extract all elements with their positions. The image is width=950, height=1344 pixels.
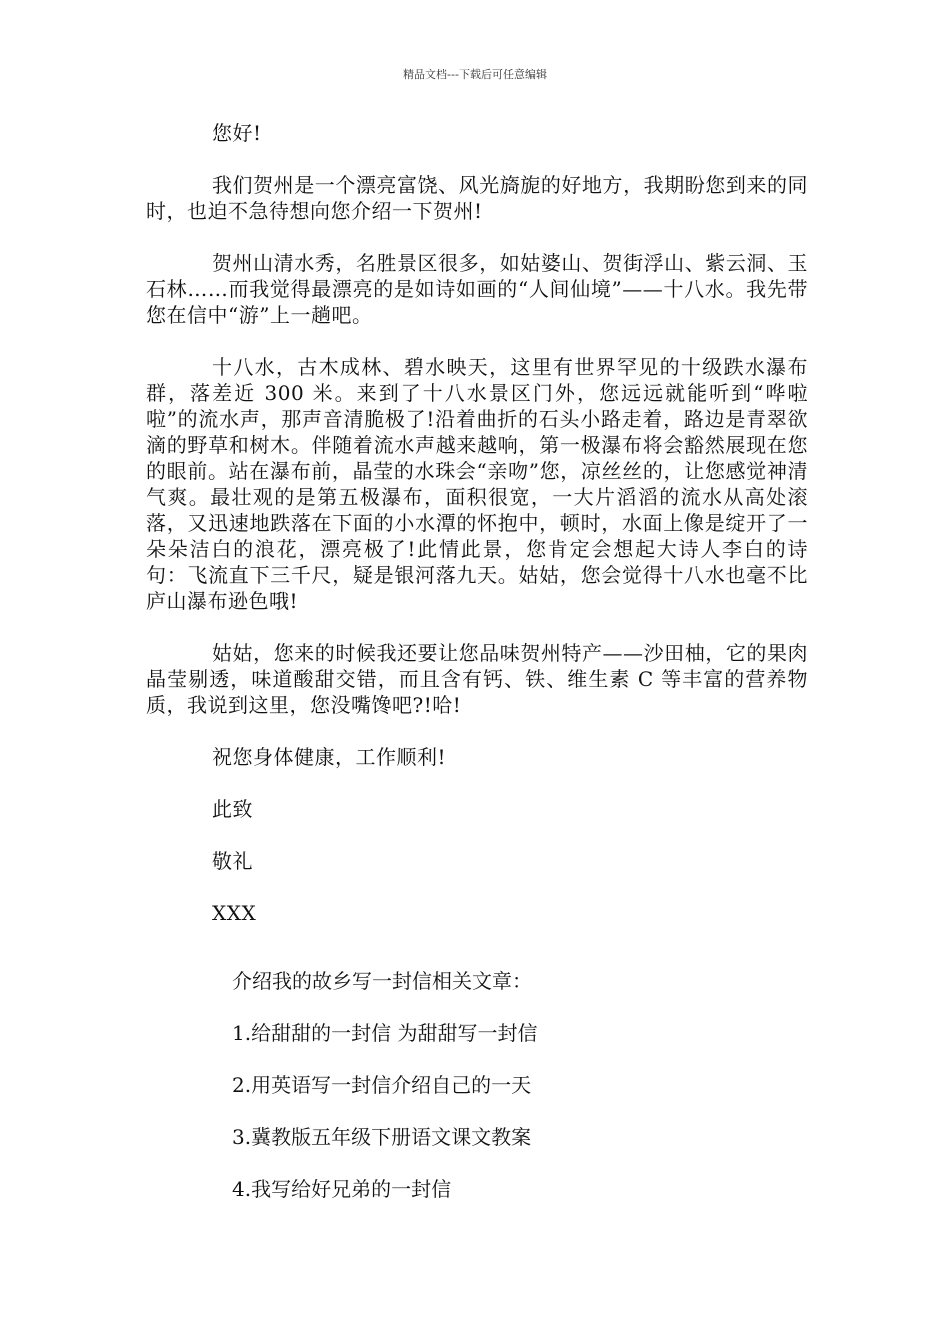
related-article-link[interactable]: 2.用英语写一封信介绍自己的一天	[232, 1073, 532, 1097]
letter-paragraph-intro: 我们贺州是一个漂亮富饶、风光旖旎的好地方，我期盼您到来的同时，也迫不急待想向您介绍一下贺州!	[146, 173, 808, 223]
letter-closing-2: 敬礼	[212, 849, 253, 873]
letter-closing-1: 此致	[212, 797, 253, 821]
letter-signature: XXX	[212, 901, 257, 925]
related-articles-title: 介绍我的故乡写一封信相关文章：	[232, 969, 532, 993]
letter-paragraph-specialty: 姑姑，您来的时候我还要让您品味贺州特产——沙田柚，它的果肉晶莹剔透，味道酸甜交错，而且含有钙、铁、维生素 C 等丰富的营养物质，我说到这里，您没嘴馋吧?!哈!	[146, 641, 808, 717]
header-note: 精品文档---下载后可任意编辑	[403, 68, 547, 81]
related-articles	[232, 968, 792, 1228]
letter-wish: 祝您身体健康，工作顺利!	[212, 745, 447, 769]
related-article-link[interactable]: 3.冀教版五年级下册语文课文教案	[232, 1125, 532, 1149]
letter-greeting: 您好!	[212, 121, 262, 145]
letter-body	[146, 120, 808, 952]
letter-paragraph-waterfall: 十八水，古木成林、碧水映天，这里有世界罕见的十级跌水瀑布群，落差近 300 米。来到了十八水景区门外，您远远就能听到“哗啦啦”的流水声，那声音清脆极了!沿着曲折的石头小路走着，路边是青翠欲滴的野草和树木。伴随着流水声越来越响，第一极瀑布将会豁然展现在您的眼前。站在瀑布前，晶莹的水珠会“亲吻”您，凉丝丝的，让您感觉神清气爽。最壮观的是第五极瀑布，面积很宽，一大片滔滔的流水从高处滚落，又迅速地跌落在下面的小水潭的怀抱中，顿时，水面上像是绽开了一朵朵洁白的浪花，漂亮极了!此情此景，您肯定会想起大诗人李白的诗句：飞流直下三千尺，疑是银河落九天。姑姑，您会觉得十八水也毫不比庐山瀑布逊色哦!	[146, 355, 808, 613]
letter-paragraph-scenery: 贺州山清水秀，名胜景区很多，如姑婆山、贺街浮山、紫云洞、玉石林……而我觉得最漂亮的是如诗如画的“人间仙境”——十八水。我先带您在信中“游”上一趟吧。	[146, 251, 808, 327]
related-article-link[interactable]: 1.给甜甜的一封信 为甜甜写一封信	[232, 1021, 538, 1045]
related-article-link[interactable]: 4.我写给好兄弟的一封信	[232, 1177, 452, 1201]
